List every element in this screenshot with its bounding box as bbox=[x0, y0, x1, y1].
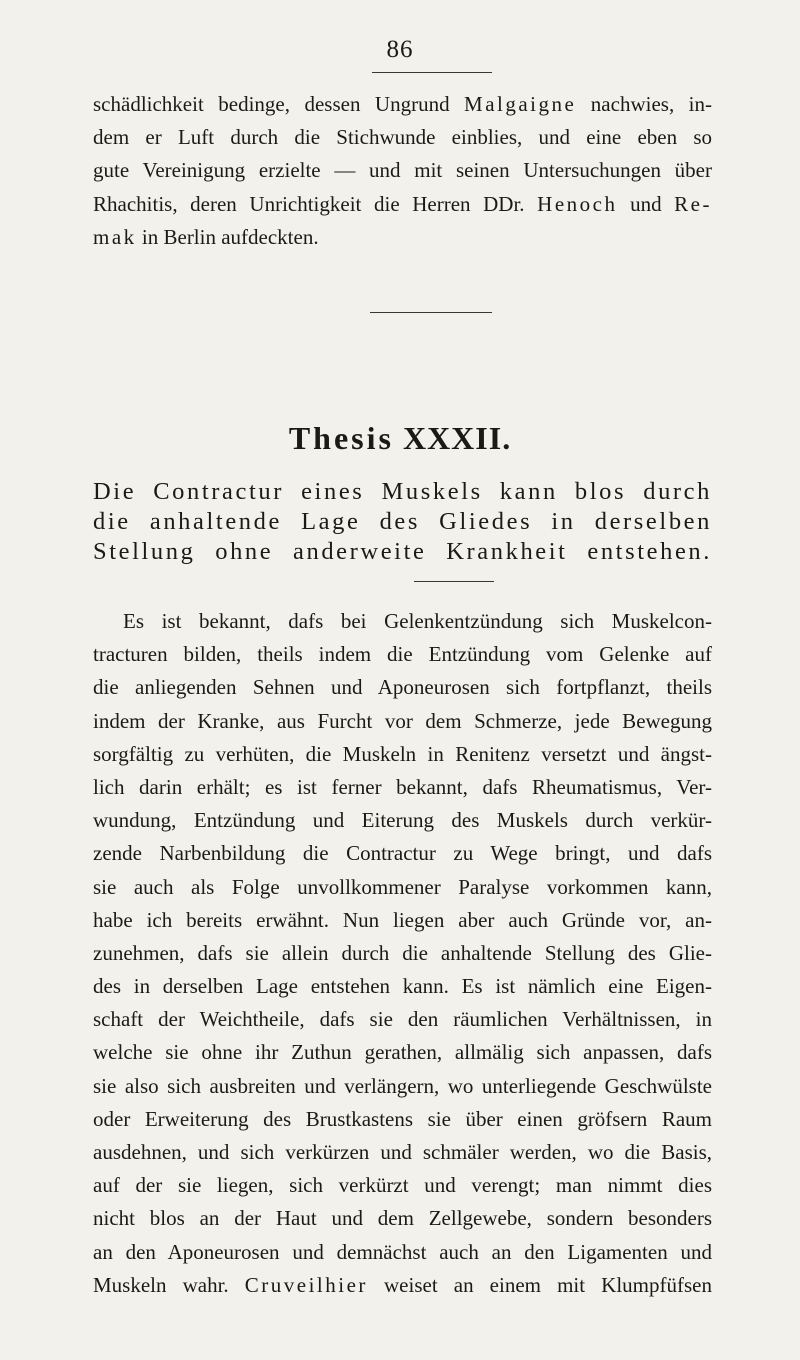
text-line bbox=[93, 738, 712, 771]
text-line bbox=[93, 121, 712, 154]
text-line bbox=[93, 1003, 712, 1036]
text-line bbox=[93, 1236, 712, 1269]
text-run: Es ist bekannt, dafs bei Gelenkentzündung sich Muskelcon- bbox=[123, 609, 712, 633]
text-line bbox=[93, 937, 712, 970]
text-run: sorgfältig zu verhüten, die Muskeln in Renitenz versetzt und ängst- bbox=[93, 741, 712, 766]
text-line bbox=[93, 605, 712, 638]
text-run: zende Narbenbildung die Contractur zu Wege bringt, und dafs bbox=[93, 841, 712, 866]
text-run: tracturen bilden, theils indem die Entzündung vom Gelenke auf bbox=[93, 642, 712, 667]
text-line bbox=[93, 188, 712, 221]
text-run: nicht blos an der Haut und dem Zellgewebe, sondern besonders bbox=[93, 1206, 712, 1231]
text-line bbox=[93, 1036, 712, 1069]
statement-line: Die Contractur eines Muskels kann blos durch bbox=[93, 478, 712, 505]
author-name: Re- bbox=[674, 191, 712, 216]
text-line bbox=[93, 705, 712, 738]
text-line bbox=[93, 1136, 712, 1169]
text-run: sie auch als Folge unvollkommener Paralyse vorkommen kann, bbox=[93, 874, 712, 899]
text-line bbox=[93, 871, 712, 904]
text-line bbox=[93, 1202, 712, 1235]
statement-line: die anhaltende Lage des Gliedes in derselben bbox=[93, 508, 712, 535]
text-run: des in derselben Lage entstehen kann. Es ist nämlich eine Eigen- bbox=[93, 974, 712, 999]
statement-line: Stellung ohne anderweite Krankheit entstehen. bbox=[93, 538, 712, 565]
text-run: oder Erweiterung des Brustkastens sie über einen gröfsern Raum bbox=[93, 1106, 712, 1131]
text-run: die anliegenden Sehnen und Aponeurosen sich fortpflanzt, theils bbox=[93, 675, 712, 700]
author-name: mak bbox=[93, 224, 137, 249]
text-run: schädlichkeit bedinge, dessen Ungrund bbox=[93, 92, 465, 116]
text-run: an den Aponeurosen und demnächst auch an den Ligamenten und bbox=[93, 1239, 712, 1264]
author-name: Cruveilhier bbox=[244, 1272, 368, 1297]
thesis-heading bbox=[0, 420, 800, 457]
statement-divider bbox=[414, 581, 494, 582]
text-line bbox=[93, 970, 712, 1003]
author-name: Malgaigne bbox=[464, 92, 577, 116]
text-line bbox=[93, 1070, 712, 1103]
text-line bbox=[93, 1269, 712, 1302]
text-run: und bbox=[617, 191, 675, 216]
text-run: lich darin erhält; es ist ferner bekannt, dafs Rheumatismus, Ver- bbox=[93, 774, 712, 799]
text-run: schaft der Weichtheile, dafs sie den räumlichen Verhältnissen, in bbox=[93, 1007, 712, 1032]
text-run: indem der Kranke, aus Furcht vor dem Schmerze, jede Bewegung bbox=[93, 708, 712, 733]
section-divider bbox=[370, 312, 492, 313]
text-line bbox=[93, 638, 712, 671]
text-run: zunehmen, dafs sie allein durch die anhaltende Stellung des Glie- bbox=[93, 940, 712, 965]
text-run: Rhachitis, deren Unrichtigkeit die Herren DDr. bbox=[93, 191, 538, 216]
author-name: Henoch bbox=[537, 191, 618, 216]
text-run: gute Vereinigung erzielte — und mit seinen Untersuchungen über bbox=[93, 158, 712, 183]
text-line bbox=[93, 904, 712, 937]
text-run: sie also sich ausbreiten und verlängern, wo unterliegende Geschwülste bbox=[93, 1073, 712, 1098]
text-run: welche sie ohne ihr Zuthun gerathen, allmälig sich anpassen, dafs bbox=[93, 1040, 712, 1065]
thesis-numeral: XXXII. bbox=[402, 420, 512, 456]
thesis-statement bbox=[93, 477, 712, 567]
text-run: auf der sie liegen, sich verkürzt und verengt; man nimmt dies bbox=[93, 1173, 712, 1198]
text-line bbox=[93, 88, 712, 121]
text-line bbox=[93, 1103, 712, 1136]
thesis-label: Thesis bbox=[288, 420, 394, 456]
text-line bbox=[93, 837, 712, 870]
text-line bbox=[93, 221, 712, 254]
text-run: in Berlin aufdeckten. bbox=[136, 224, 319, 249]
text-line bbox=[93, 771, 712, 804]
text-line bbox=[93, 804, 712, 837]
text-run: wundung, Entzündung und Eiterung des Muskels durch verkür- bbox=[93, 808, 712, 833]
text-run: ausdehnen, und sich verkürzen und schmäler werden, wo die Basis, bbox=[93, 1140, 712, 1164]
intro-paragraph bbox=[93, 88, 712, 254]
text-line bbox=[93, 1169, 712, 1202]
text-run: Muskeln wahr. bbox=[93, 1272, 245, 1297]
text-run: weiset an einem mit Klumpfüfsen bbox=[367, 1272, 712, 1297]
text-run: dem er Luft durch die Stichwunde einblies, und eine eben so bbox=[93, 125, 712, 150]
text-line bbox=[93, 671, 712, 704]
text-run: habe ich bereits erwähnt. Nun liegen aber auch Gründe vor, an- bbox=[93, 907, 712, 932]
text-run: nachwies, in- bbox=[576, 92, 712, 116]
page-number: 86 bbox=[386, 36, 414, 63]
header-rule bbox=[372, 72, 492, 73]
text-line bbox=[93, 154, 712, 187]
body-paragraph bbox=[93, 605, 712, 1302]
